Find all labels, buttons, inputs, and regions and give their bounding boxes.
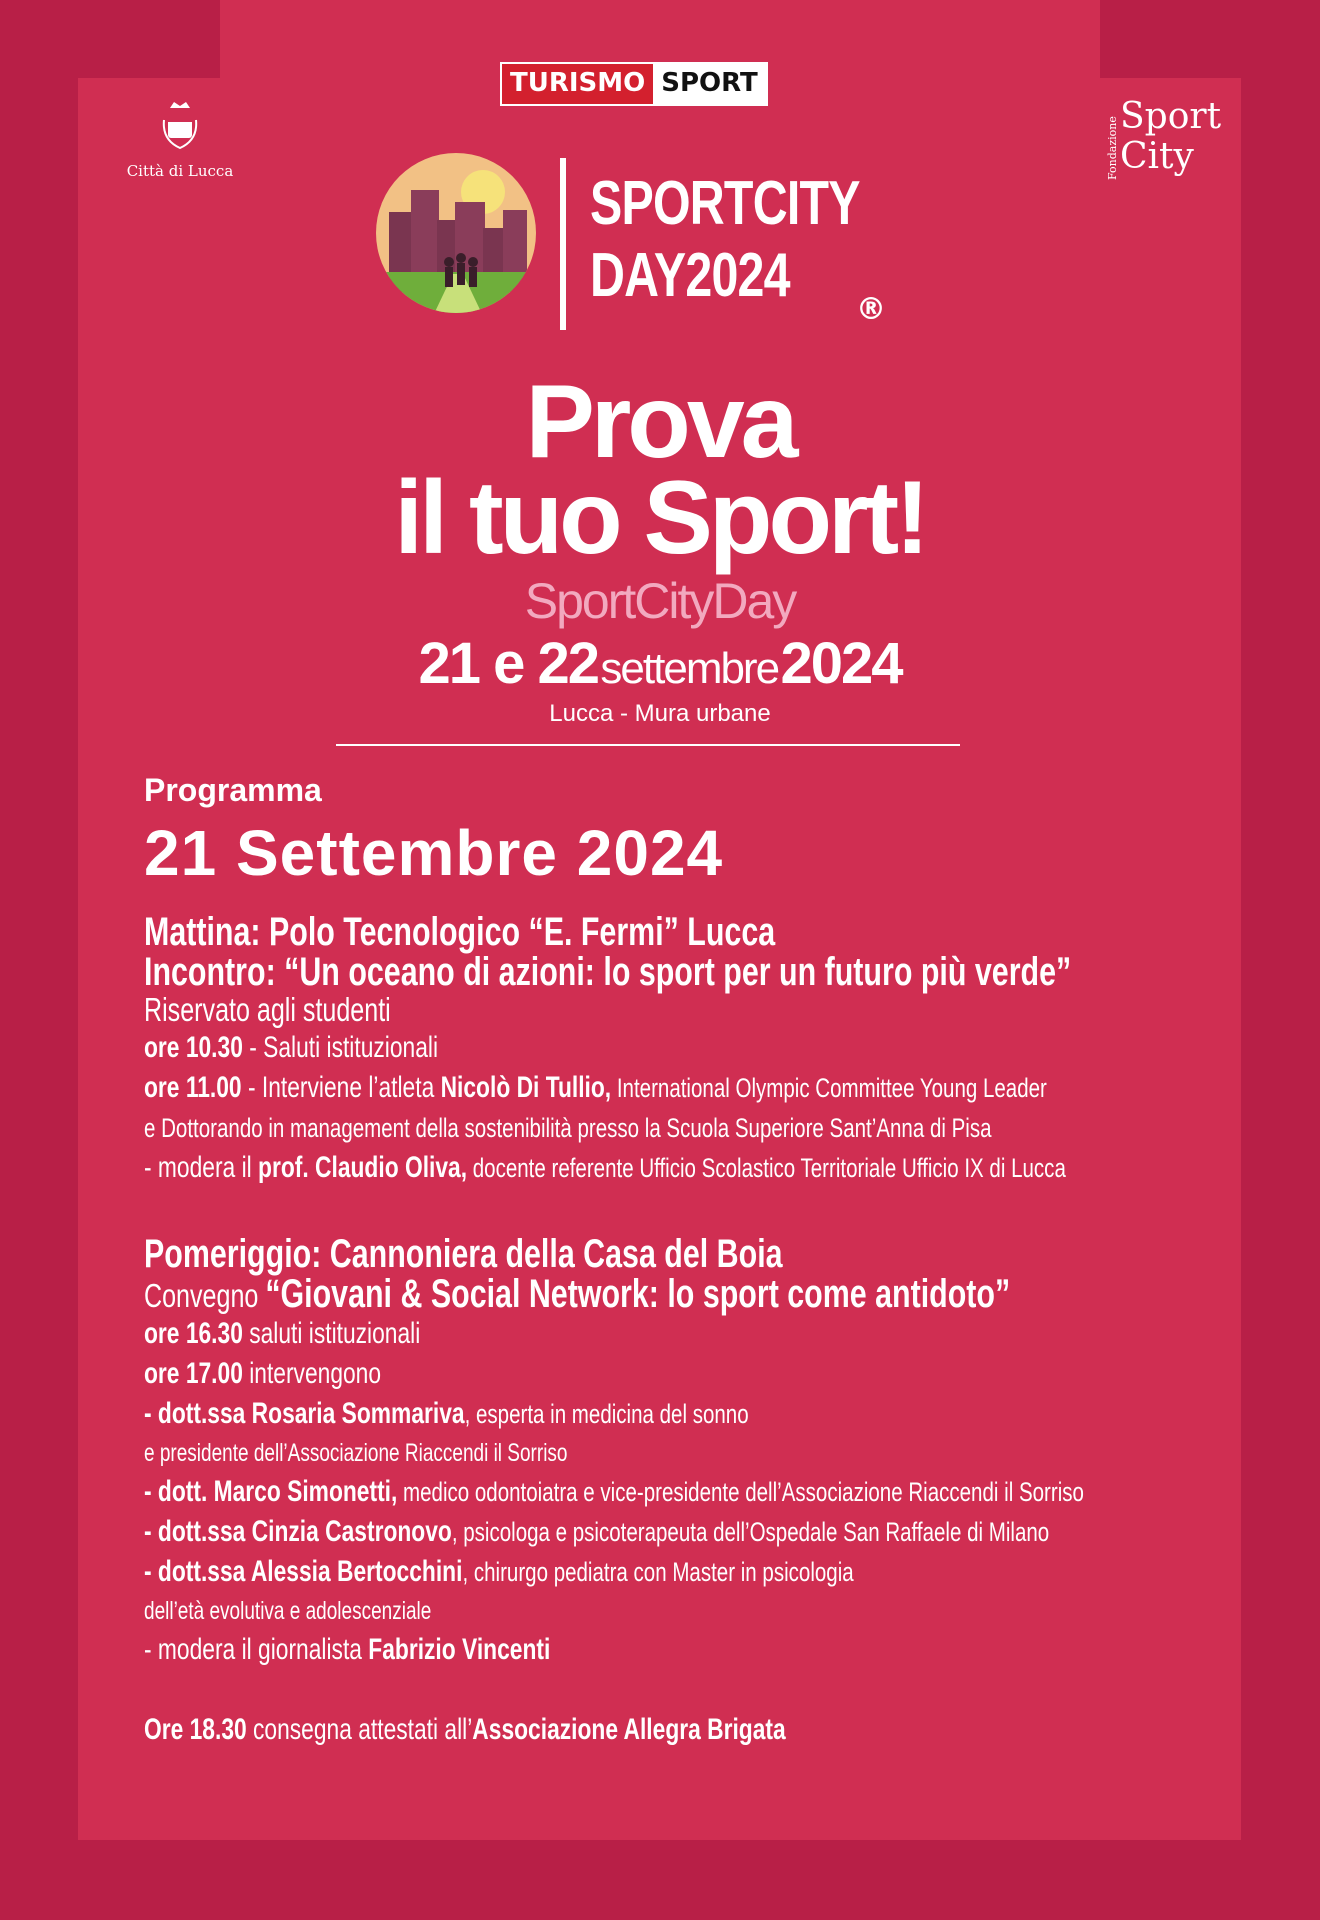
morning-item-1: ore 10.30 - Saluti istituzionali [144, 1031, 439, 1064]
city-name: Città di Lucca [126, 162, 234, 180]
event-subtitle: SportCityDay [524, 573, 796, 629]
afternoon-place: Pomeriggio: Cannoniera della Casa del Boia [144, 1232, 783, 1276]
moderator: - modera il giornalista Fabrizio Vincenti [144, 1633, 551, 1666]
afternoon-item-2: ore 17.00 intervengono [144, 1357, 382, 1390]
headline-line2: il tuo Sport! [394, 460, 926, 576]
speaker-2: - dott. Marco Simonetti, medico odontoiatra e vice-presidente dell’Associazione Riaccendi il Sorriso [144, 1475, 1084, 1508]
speaker-1-cont: e presidente dell’Associazione Riaccendi il Sorriso [144, 1439, 568, 1467]
spacer [144, 1670, 1224, 1710]
logo-divider [560, 158, 566, 330]
foundation-small: Fondazione [1106, 116, 1119, 180]
crest-icon [160, 100, 200, 152]
conference-title: Convegno “Giovani & Social Network: lo sport come antidoto” [144, 1272, 1011, 1316]
sportcity-wordmark [590, 168, 860, 312]
event-dates [0, 630, 1320, 697]
turismo-sport-badge [500, 62, 768, 106]
morning-item-2-cont: e Dottorando in management della sostenibilità presso la Scuola Superiore Sant’Anna di Pisa [144, 1113, 992, 1143]
date-month: settembre [600, 644, 779, 693]
registered-mark: ® [856, 292, 886, 327]
speaker-4: - dott.ssa Alessia Bertocchini, chirurgo pediatra con Master in psicologia [144, 1555, 854, 1588]
speaker-1: - dott.ssa Rosaria Sommariva, esperta in medicina del sonno [144, 1397, 749, 1430]
foundation-city: City [1120, 136, 1194, 177]
morning-meeting: Incontro: “Un oceano di azioni: lo sport per un futuro più verde” [144, 950, 1072, 994]
divider [336, 744, 960, 746]
badge-right: SPORT [653, 64, 765, 104]
program-label: Programma [144, 772, 322, 808]
speaker-3: - dott.ssa Cinzia Castronovo, psicologa e psicoterapeuta dell’Ospedale San Raffaele di Milano [144, 1515, 1050, 1548]
morning-reserved: Riservato agli studenti [144, 991, 391, 1028]
logo-line2: DAY2024 [590, 241, 790, 310]
logo-line1: SPORTCITY [590, 169, 860, 238]
morning-item-3: - modera il prof. Claudio Oliva, docente referente Ufficio Scolastico Territoriale Ufficio IX di Lucca [144, 1151, 1066, 1184]
sportcity-city-icon [373, 150, 539, 316]
speaker-4-cont: dell’età evolutiva e adolescenziale [144, 1597, 432, 1625]
afternoon-item-1: ore 16.30 saluti istituzionali [144, 1317, 421, 1350]
event-location: Lucca - Mura urbane [549, 700, 771, 727]
date-year: 2024 [780, 631, 902, 696]
spacer [144, 1188, 1224, 1234]
program-date: 21 Settembre 2024 [144, 817, 724, 889]
date-days: 21 e 22 [418, 631, 598, 696]
program-body [144, 912, 1224, 1750]
morning-place: Mattina: Polo Tecnologico “E. Fermi” Lucca [144, 910, 776, 954]
foundation-sport: Sport [1120, 96, 1222, 137]
headline-line1: Prova [525, 364, 795, 480]
morning-item-2: ore 11.00 - Interviene l’atleta Nicolò Di Tullio, International Olympic Committee Young Leader [144, 1071, 1047, 1104]
citta-di-lucca-logo [110, 100, 250, 180]
badge-left: TURISMO [502, 64, 653, 104]
closing-item: Ore 18.30 consegna attestati all’Associazione Allegra Brigata [144, 1713, 786, 1746]
